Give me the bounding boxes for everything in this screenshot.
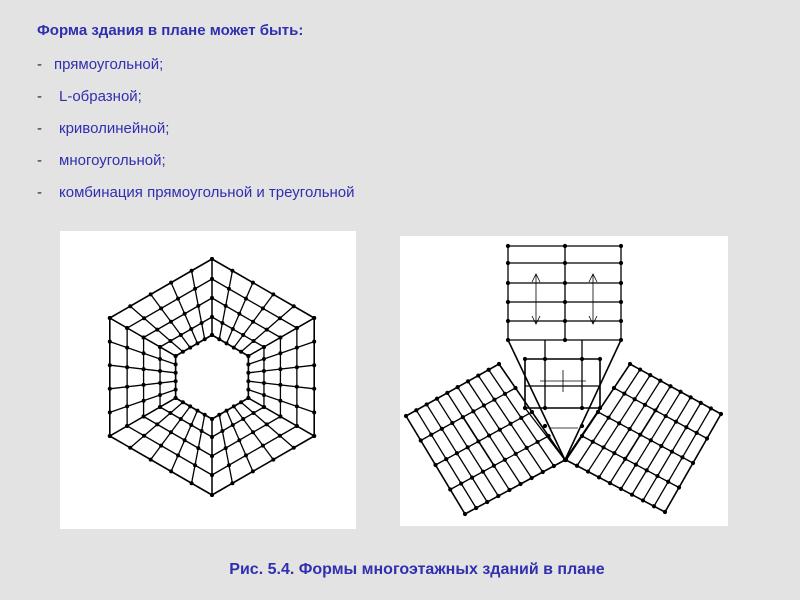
column-node bbox=[251, 430, 255, 434]
column-node bbox=[278, 316, 282, 320]
column-node bbox=[188, 404, 192, 408]
hexagon-ring bbox=[212, 398, 248, 419]
column-node bbox=[181, 400, 185, 404]
right-wing-grid-line bbox=[566, 460, 665, 512]
column-node bbox=[674, 420, 678, 424]
column-node bbox=[506, 261, 510, 265]
column-node bbox=[630, 493, 634, 497]
column-node bbox=[230, 481, 234, 485]
column-node bbox=[619, 319, 623, 323]
column-node bbox=[680, 455, 684, 459]
column-node bbox=[508, 422, 512, 426]
list-item-text: L-образной; bbox=[59, 88, 142, 105]
list-item bbox=[37, 54, 355, 86]
three-wing-plan-figure bbox=[400, 236, 728, 526]
column-node bbox=[200, 429, 204, 433]
column-node bbox=[295, 424, 299, 428]
column-node bbox=[108, 316, 112, 320]
column-node bbox=[476, 373, 480, 377]
shape-list bbox=[37, 54, 355, 214]
column-node bbox=[252, 411, 256, 415]
column-node bbox=[664, 414, 668, 418]
column-node bbox=[546, 434, 550, 438]
column-node bbox=[543, 406, 547, 410]
column-node bbox=[596, 410, 600, 414]
column-node bbox=[312, 316, 316, 320]
hexagon-ring bbox=[212, 335, 248, 356]
column-node bbox=[271, 292, 275, 296]
column-node bbox=[174, 379, 178, 383]
column-node bbox=[265, 328, 269, 332]
column-node bbox=[244, 453, 248, 457]
column-node bbox=[425, 402, 429, 406]
column-node bbox=[295, 346, 299, 350]
column-node bbox=[271, 458, 275, 462]
column-node bbox=[481, 470, 485, 474]
column-node bbox=[295, 404, 299, 408]
column-node bbox=[518, 482, 522, 486]
column-node bbox=[691, 461, 695, 465]
list-item-text: прямоугольной; bbox=[54, 56, 164, 73]
column-node bbox=[482, 403, 486, 407]
column-node bbox=[225, 409, 229, 413]
column-node bbox=[188, 346, 192, 350]
column-node bbox=[652, 504, 656, 508]
column-node bbox=[210, 417, 214, 421]
bullet-dash: - bbox=[37, 184, 42, 201]
column-node bbox=[525, 446, 529, 450]
column-node bbox=[246, 396, 250, 400]
column-node bbox=[251, 469, 255, 473]
column-node bbox=[628, 362, 632, 366]
column-node bbox=[231, 423, 235, 427]
list-item-text: многоугольной; bbox=[59, 152, 166, 169]
column-node bbox=[193, 287, 197, 291]
column-node bbox=[619, 281, 623, 285]
list-item bbox=[37, 118, 355, 150]
column-node bbox=[210, 435, 214, 439]
column-node bbox=[155, 328, 159, 332]
column-node bbox=[608, 481, 612, 485]
column-node bbox=[580, 434, 584, 438]
list-item bbox=[37, 86, 355, 118]
column-node bbox=[507, 488, 511, 492]
column-node bbox=[619, 261, 623, 265]
hexagonal-plan-figure bbox=[60, 231, 356, 529]
list-item-text: комбинация прямоугольной и треугольной bbox=[59, 184, 355, 201]
column-node bbox=[220, 321, 224, 325]
column-node bbox=[155, 422, 159, 426]
column-node bbox=[149, 292, 153, 296]
column-node bbox=[404, 414, 408, 418]
three-wing-plan-drawing bbox=[400, 236, 728, 526]
column-node bbox=[159, 444, 163, 448]
column-node bbox=[174, 396, 178, 400]
column-node bbox=[125, 385, 129, 389]
column-node bbox=[169, 469, 173, 473]
column-node bbox=[262, 357, 266, 361]
column-node bbox=[677, 485, 681, 489]
column-node bbox=[142, 351, 146, 355]
column-node bbox=[246, 371, 250, 375]
column-node bbox=[487, 368, 491, 372]
column-node bbox=[174, 354, 178, 358]
column-node bbox=[278, 336, 282, 340]
column-node bbox=[125, 326, 129, 330]
column-node bbox=[158, 369, 162, 373]
column-node bbox=[312, 340, 316, 344]
column-node bbox=[591, 440, 595, 444]
column-node bbox=[601, 445, 605, 449]
column-node bbox=[663, 510, 667, 514]
column-node bbox=[142, 383, 146, 387]
column-node bbox=[684, 425, 688, 429]
column-node bbox=[492, 398, 496, 402]
column-node bbox=[463, 512, 467, 516]
column-node bbox=[292, 446, 296, 450]
column-node bbox=[552, 464, 556, 468]
column-node bbox=[278, 351, 282, 355]
column-node bbox=[312, 434, 316, 438]
column-node bbox=[189, 423, 193, 427]
column-node bbox=[506, 319, 510, 323]
bullet-dash: - bbox=[37, 88, 42, 105]
column-node bbox=[181, 350, 185, 354]
column-node bbox=[312, 363, 316, 367]
column-node bbox=[459, 481, 463, 485]
column-node bbox=[440, 427, 444, 431]
column-node bbox=[261, 444, 265, 448]
bullet-dash: - bbox=[37, 152, 42, 169]
column-node bbox=[670, 450, 674, 454]
column-node bbox=[506, 244, 510, 248]
column-node bbox=[709, 406, 713, 410]
column-node bbox=[174, 371, 178, 375]
column-node bbox=[203, 337, 207, 341]
column-node bbox=[246, 362, 250, 366]
column-node bbox=[648, 373, 652, 377]
column-node bbox=[210, 473, 214, 477]
column-node bbox=[666, 480, 670, 484]
column-node bbox=[239, 400, 243, 404]
column-node bbox=[563, 281, 567, 285]
column-node bbox=[203, 413, 207, 417]
column-node bbox=[168, 411, 172, 415]
column-node bbox=[292, 304, 296, 308]
column-node bbox=[530, 410, 534, 414]
column-node bbox=[237, 312, 241, 316]
list-item bbox=[37, 150, 355, 182]
column-node bbox=[456, 385, 460, 389]
column-node bbox=[262, 405, 266, 409]
column-node bbox=[125, 346, 129, 350]
column-node bbox=[719, 412, 723, 416]
column-node bbox=[474, 506, 478, 510]
column-node bbox=[193, 463, 197, 467]
column-node bbox=[210, 333, 214, 337]
column-node bbox=[158, 405, 162, 409]
column-node bbox=[265, 422, 269, 426]
hexagonal-plan-drawing bbox=[60, 231, 356, 529]
column-node bbox=[470, 476, 474, 480]
hexagon-ring bbox=[176, 398, 212, 419]
column-node bbox=[125, 404, 129, 408]
column-node bbox=[210, 296, 214, 300]
column-node bbox=[232, 346, 236, 350]
column-node bbox=[429, 433, 433, 437]
column-node bbox=[530, 476, 534, 480]
column-node bbox=[705, 436, 709, 440]
column-node bbox=[643, 403, 647, 407]
column-node bbox=[190, 481, 194, 485]
column-node bbox=[183, 312, 187, 316]
column-node bbox=[246, 354, 250, 358]
column-node bbox=[179, 417, 183, 421]
column-node bbox=[278, 434, 282, 438]
column-node bbox=[225, 341, 229, 345]
column-node bbox=[295, 326, 299, 330]
column-node bbox=[174, 388, 178, 392]
bullet-dash: - bbox=[37, 56, 42, 73]
column-node bbox=[668, 384, 672, 388]
column-node bbox=[598, 357, 602, 361]
column-node bbox=[634, 463, 638, 467]
column-node bbox=[580, 406, 584, 410]
column-node bbox=[658, 379, 662, 383]
column-node bbox=[261, 306, 265, 310]
column-node bbox=[227, 287, 231, 291]
column-node bbox=[496, 494, 500, 498]
column-node bbox=[241, 333, 245, 337]
column-node bbox=[210, 493, 214, 497]
column-node bbox=[262, 393, 266, 397]
column-node bbox=[195, 409, 199, 413]
column-node bbox=[142, 336, 146, 340]
column-node bbox=[433, 463, 437, 467]
column-node bbox=[227, 463, 231, 467]
column-node bbox=[158, 381, 162, 385]
column-node bbox=[278, 399, 282, 403]
column-node bbox=[414, 408, 418, 412]
column-node bbox=[541, 470, 545, 474]
column-node bbox=[678, 390, 682, 394]
column-node bbox=[232, 404, 236, 408]
column-node bbox=[503, 392, 507, 396]
column-node bbox=[108, 410, 112, 414]
column-node bbox=[158, 345, 162, 349]
column-node bbox=[142, 415, 146, 419]
column-node bbox=[466, 379, 470, 383]
column-node bbox=[200, 321, 204, 325]
column-node bbox=[262, 345, 266, 349]
column-node bbox=[506, 300, 510, 304]
column-node bbox=[174, 362, 178, 366]
bullet-dash: - bbox=[37, 120, 42, 137]
column-node bbox=[295, 365, 299, 369]
column-node bbox=[108, 340, 112, 344]
column-node bbox=[128, 446, 132, 450]
load-direction-arrow bbox=[463, 417, 494, 466]
column-node bbox=[195, 341, 199, 345]
column-node bbox=[523, 406, 527, 410]
column-node bbox=[419, 438, 423, 442]
column-node bbox=[645, 468, 649, 472]
column-node bbox=[580, 357, 584, 361]
column-node bbox=[183, 438, 187, 442]
column-node bbox=[471, 409, 475, 413]
column-node bbox=[563, 261, 567, 265]
column-node bbox=[513, 386, 517, 390]
column-node bbox=[241, 417, 245, 421]
column-node bbox=[612, 386, 616, 390]
column-node bbox=[519, 416, 523, 420]
column-node bbox=[210, 454, 214, 458]
column-node bbox=[169, 320, 173, 324]
column-node bbox=[543, 357, 547, 361]
column-node bbox=[176, 453, 180, 457]
column-node bbox=[108, 387, 112, 391]
column-node bbox=[445, 391, 449, 395]
column-node bbox=[149, 458, 153, 462]
column-node bbox=[497, 362, 501, 366]
column-node bbox=[655, 474, 659, 478]
list-item-text: криволинейной; bbox=[59, 120, 170, 137]
column-node bbox=[312, 387, 316, 391]
column-node bbox=[252, 339, 256, 343]
column-node bbox=[189, 327, 193, 331]
column-node bbox=[196, 304, 200, 308]
column-node bbox=[633, 397, 637, 401]
column-node bbox=[217, 413, 221, 417]
column-node bbox=[278, 383, 282, 387]
column-node bbox=[514, 452, 518, 456]
column-node bbox=[278, 415, 282, 419]
column-node bbox=[606, 416, 610, 420]
hexagon-ring bbox=[176, 335, 212, 356]
column-node bbox=[619, 487, 623, 491]
column-node bbox=[158, 357, 162, 361]
column-node bbox=[295, 385, 299, 389]
column-node bbox=[448, 487, 452, 491]
column-node bbox=[168, 339, 172, 343]
column-node bbox=[563, 319, 567, 323]
column-node bbox=[278, 367, 282, 371]
column-node bbox=[108, 434, 112, 438]
column-node bbox=[176, 297, 180, 301]
column-node bbox=[612, 451, 616, 455]
column-node bbox=[564, 458, 568, 462]
column-node bbox=[485, 500, 489, 504]
column-node bbox=[108, 363, 112, 367]
column-node bbox=[444, 457, 448, 461]
column-node bbox=[169, 430, 173, 434]
column-node bbox=[231, 327, 235, 331]
column-node bbox=[262, 381, 266, 385]
column-node bbox=[224, 304, 228, 308]
column-node bbox=[251, 320, 255, 324]
column-node bbox=[689, 395, 693, 399]
figure-caption: Рис. 5.4. Формы многоэтажных зданий в плане bbox=[229, 561, 605, 578]
column-node bbox=[169, 281, 173, 285]
column-node bbox=[619, 300, 623, 304]
column-node bbox=[230, 269, 234, 273]
column-node bbox=[450, 421, 454, 425]
column-node bbox=[196, 446, 200, 450]
column-node bbox=[435, 397, 439, 401]
column-node bbox=[580, 424, 584, 428]
column-node bbox=[312, 410, 316, 414]
slide-heading: Форма здания в плане может быть: bbox=[37, 22, 304, 39]
column-node bbox=[506, 281, 510, 285]
column-node bbox=[220, 429, 224, 433]
column-node bbox=[210, 257, 214, 261]
column-node bbox=[142, 399, 146, 403]
column-node bbox=[142, 367, 146, 371]
column-node bbox=[251, 281, 255, 285]
column-node bbox=[128, 304, 132, 308]
column-node bbox=[246, 379, 250, 383]
column-node bbox=[619, 244, 623, 248]
column-node bbox=[159, 306, 163, 310]
column-node bbox=[695, 431, 699, 435]
column-node bbox=[239, 350, 243, 354]
column-node bbox=[246, 388, 250, 392]
column-node bbox=[563, 338, 567, 342]
column-node bbox=[142, 434, 146, 438]
column-node bbox=[586, 469, 590, 473]
column-node bbox=[158, 393, 162, 397]
column-node bbox=[262, 369, 266, 373]
column-node bbox=[237, 438, 241, 442]
column-node bbox=[523, 357, 527, 361]
column-node bbox=[224, 446, 228, 450]
column-node bbox=[125, 365, 129, 369]
column-node bbox=[179, 333, 183, 337]
column-node bbox=[503, 458, 507, 462]
column-node bbox=[244, 297, 248, 301]
column-node bbox=[575, 464, 579, 468]
column-node bbox=[597, 475, 601, 479]
column-node bbox=[563, 300, 567, 304]
column-node bbox=[210, 315, 214, 319]
column-node bbox=[210, 277, 214, 281]
column-node bbox=[142, 316, 146, 320]
column-node bbox=[125, 424, 129, 428]
column-node bbox=[699, 401, 703, 405]
right-wing-grid-line bbox=[582, 436, 679, 488]
column-node bbox=[190, 269, 194, 273]
column-node bbox=[622, 392, 626, 396]
column-node bbox=[638, 367, 642, 371]
column-node bbox=[217, 337, 221, 341]
column-node bbox=[563, 244, 567, 248]
list-item bbox=[37, 182, 355, 214]
column-node bbox=[535, 440, 539, 444]
column-node bbox=[641, 498, 645, 502]
